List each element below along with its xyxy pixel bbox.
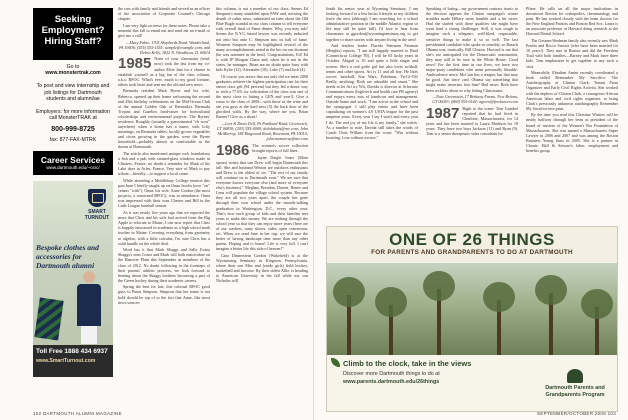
paragraph: Jayne Daigle Jones (Mom sports) writes that sun Drew will begin Dartmouth this fall. She and husband Weston are outdoors enthusiasts and Drew is the oldest of six. "The rest of our family will continue on to Dartmouth soon." We are sure that everyone knows everyone else (and more of everyone else's business)." Meghan, Brendan, Darren, Renee and Lena will populate the village school system. Because they are all two years apart, the couple has gone through their own school under the smooth-talking graduation in Washington, D.C., every other year. That's how each group of kids and their families met years to make this money. We are rushing through the school year so that they can enjoy more years (here are of our washers, rainy shows, sides, open concession, etc. When we send Jane in her trip, we will sure the better of having landscape time more than any other parent. Hoping and to home! Life is very full. I can't imagine a better life this side of heaven!" — [216, 154, 308, 252]
striped-tie-image — [34, 298, 63, 341]
leaf-icon — [331, 358, 340, 367]
fax-number: fax: 877-FAX-MTRK — [49, 136, 97, 143]
column-4 — [426, 6, 518, 222]
career-services-url[interactable]: www.dartmouth.edu/~csrc/ — [46, 165, 100, 171]
class-year-heading: 1986 — [216, 141, 250, 159]
paragraph: The Gessner/Stedman family also recently saw Mark Poulin and Rocco Sarsior (who have been married for 10 years!). They met in Boston and did the Freedom Trail with both families—Barney and Mark have three kids. Tom emphasizes to get together at any such a visit. — [526, 38, 618, 69]
sidebar-ads — [33, 8, 113, 406]
paragraph: Word has it that Mark Skaggs and Sally Evans Skaggs's sons Conor and Mark will both matriculate on the Hanover Plain this September as members of the class of 2012. No doubt following in the footsteps of their parents' athletic prowess, we look forward to hearing about the Skaggs brothers becoming a part of the Green hockey during their academic careers. — [118, 247, 210, 283]
paragraph: Spring the best for last, this colossal BFOC good guys to Brian Simpson. Simpson that her name is not bold should be top of to the fact that Anne, like most news sources — [118, 284, 210, 305]
class-year-heading: 1985 — [118, 55, 152, 73]
paragraph: Pfizer. He calls on all the major institutions in downtown Boston for orthopedics, rheumatology and pain. He has worked closely with the team doctors for the New England Patriots and Boston Red Sox. Laura is an associate professor at Harvard doing research at the Harvard Dental School. — [526, 6, 618, 37]
ad-subhead: FOR PARENTS AND GRANDPARENTS TO DO AT DARTMOUTH — [371, 249, 573, 256]
class-secretary-signature: —Nate Greenstein, 17 Brittany Farms, New Britain, CT 06053; (860) 555-0144; ngreen@freelancer.com — [432, 94, 518, 105]
parents-program-url[interactable]: www.parents.dartmouth.edu/26things — [343, 379, 440, 385]
employers-text: Employers: for more information call MonsterTRAK at — [36, 108, 110, 122]
class-secretary-signature: —Lori & Davis Dell, Pz Parkland Road, Greenwich, CT 06830; (203) 555-0000; dolnbdavis@me.com; John McMurray, 188 Ringwood Road, Rosemont, PA 19010; john.mcmurray@me.com — [216, 121, 308, 142]
page-folio-right: SEPTEMBER/OCTOBER 2008 103 — [537, 411, 616, 416]
paragraph: Gina Dinnerstein Gordon (Wakefield) is at the Wyomissing Seminary in Kingston, Pennsylvania, where their son Max and (ready girls) field hockey, basketball and lacrosse. By their oldest Allie, is heading to American University in the fall while my son Nicholas will — [216, 252, 308, 284]
paragraph: The article also mentioned antique rock foundations a fish and a pub with stained-glass windows made in Chartres, France; no doubt a reminder for Mark of his Lake days in Arles, France. Very nice of Mark to pay tribute—literally—to support a local cause. — [118, 151, 210, 177]
toll-free-number[interactable]: Toll Free 1888 434 6937 — [36, 348, 108, 356]
column-3 — [326, 6, 418, 222]
ad-header — [327, 227, 617, 263]
parents-program-logo — [539, 369, 611, 398]
discover-text: Discover more Dartmouth things to do at — [343, 371, 440, 377]
column-1 — [118, 6, 210, 410]
phone-number[interactable]: 800-999-8725 — [51, 125, 95, 133]
smart-turnout-url[interactable]: www.SmartTurnout.com — [36, 358, 96, 365]
paragraph: Bermuda resident Mark Byrne and his wife, Rebecca, opened up their home welcoming the second and 45th birthday celebrations on the Mid-Ocean Club at the annual Golden Oak of Bermuda's Bermuda Trojans and Gazebos fund-raiser for horticultural scholarships and environmental projects. The Byrnes' residence, Roughly (actually a guesstimated "eh wow" anywhere) when a home has a name, with lofty meanings, on Bermuda tables, locally grown vegetables and citrus growing in the garden, were the Byrne household—probably almost as comfortable as the dorms at Dartmouth. — [118, 88, 210, 150]
column-5 — [526, 6, 618, 222]
post-listings-text: To post and view internship and job listings for Dartmouth students and alumni/ae — [36, 83, 110, 103]
paragraph: the cars with family and friends and served as an officer of the association of Corporate Counsel's Chicago chapter. — [118, 6, 210, 22]
dartmouth-tree-icon — [567, 369, 583, 383]
monstertrak-link[interactable]: www.monstertrak.com — [45, 70, 101, 77]
class-year-heading: 1987 — [426, 104, 460, 122]
parents-program-logo-text: Dartmouth Parents and Grandparents Program — [545, 385, 605, 398]
smart-turnout-tagline: Bespoke clothes and accessories for Dartmouth alumni — [36, 243, 99, 271]
page-folio-left: 102 DARTMOUTH ALUMNI MAGAZINE — [33, 411, 122, 416]
paragraph: As it was nearly five years ago that we reported the news that Chris and his wife had arrived from the Big Apple to relocate to Maine, I can now report that Chris is happily ensconced in academia as a high school math teacher in Maine. Covering everything from geometry to algebra, with a little calculus, I'm sure Chris has a solid handle on the whole deal. — [118, 210, 210, 246]
climb-title: Climb to the clock, take in the views — [343, 359, 472, 368]
ad-headline: ONE OF 26 THINGS — [389, 230, 555, 249]
paragraph: finish his senior year at Wyoming Seminary. I am looking forward to a less hectic lifestyle as my children leave the nest (although I am searching for a school administrative position in the middle Atlantic region so life may still be quite full). I'd love to hear from classmates at ggordon@wyomingseminary.org to get together to share stories with anyone living in the area! — [326, 6, 418, 42]
campus-tower-photo — [327, 263, 618, 355]
model-figure-image — [73, 271, 105, 343]
smart-turnout-footer — [33, 345, 113, 377]
class-secretary-signature: —Mary Fabre, 1703 Shepherds Road, Wonderland, PA 19406; (555) 555-1555; sample@example.com, and Debra Kelly, 1822 N. Woodlawn, IL 60614 — [118, 39, 210, 55]
climb-text — [343, 371, 513, 386]
shield-icon — [88, 189, 106, 207]
monstertrak-ad-body — [33, 60, 113, 147]
smart-turnout-logo — [84, 189, 110, 221]
parents-program-ad[interactable] — [326, 226, 618, 412]
column-2 — [216, 6, 308, 410]
paragraph: The women's soccer collection brought reports of full lines. — [252, 142, 308, 154]
paragraph: While attending a Middlebury College reunion this past June I briefly caught up on Onna Jacobs (now "on" census "with"). Onna, his wife, Anne Gordon (the most projects, a renowned BFOC), was in attendance. Onna was impressed with their sons Chester and Bill in the Little League baseball season. — [118, 178, 210, 209]
smart-turnout-ad[interactable] — [33, 181, 113, 377]
paragraph: By the time you read this Christine Winters will be nearly halfway through her term as president of the board of trustees of the Women's Bar Foundation of Massachusetts. She was named a Massachusetts Super Lawyer in 2006 and 2007 and was among the Boston Business Young Stars in 2005. She is a partner in Choate, Hall & Stewart's labor, employment and benefits group. — [526, 112, 618, 154]
paragraph: Of course you notice that not only did we meet 2008 graduates achieve the highest participation rate for their senior class gift (94 percent) but they led a donor way to with a 77.6% for solicitation of the class was one of the most close to hitting a GEN and year!). Give a rouse to the class of 2008—with those in the wine and see you guys at the hard next (5) the back door of the glorified walls. By the way, where are you, Brian Barnes? Give us a shout! — [216, 73, 308, 120]
smart-turnout-logo-text: SMART TURNOUT — [84, 209, 110, 222]
ad-footer — [327, 355, 618, 412]
paragraph: Meanwhile, Ebrahim Amini recently coordinated a book called Remember My Sacrifice: The Autobiography of Clinton Clark, Tenant Farm Organizer and Early Civil Rights Activist. She worked with the nephew of Clinton Clark, a courageous African American labor and civil rights organizer, to bring Clark's previously unknown autobiography Remember My Sacrifice into print. — [526, 70, 618, 111]
monstertrak-ad-header[interactable] — [33, 8, 113, 60]
paragraph: None of your classmates (read: now) took the last from my co-author Elsie Jain for a chance to establish yourself as a big fan of the class column, a.k.a. BFOC. What's ever, much to my good fortune, others took heart and sent me the old and new news. — [118, 56, 210, 87]
paragraph: I am very light on news for these notes. Please take a moment this fall to email me and send me an e-mail or give me a call! — [118, 22, 210, 38]
paragraph: Speaking of losing—my government contract ironic to the election appears the Clinton campaign's winter troubles made Hillary more humble and a bit wiser. Had she started with these qualities she might have went hard a strong challenger. Still, it was tough to imagine such a telegenic, well-liked, respectable, sensitive things to make it so so well. The last presidential candidate who spoke so sensibly, so Barack Obama was, ironically, Bill Clinton. Harvard is rue that she's too anticipated for the Democratic nomination, they may still to be sure in the White House. Good news! For the first time in our lives, we have two major-party candidates who seem personally likeable. Ambivalence news: McCain has a temper, but that may be good. Just since can't Obama say something that might make terrorists fear him? Bad news: Both have been reckless about so why letting Clintonians. — [426, 6, 518, 93]
seeking-employment-text: Seeking Employment? Hiring Staff? — [41, 14, 105, 47]
career-services-title: Career Services — [40, 155, 106, 166]
paragraph: And fearless leader Davida Sherman Fairman (Heights) reports, "I am still happily married to Brad (Connecticut College '85). I will be 65 lucky years in October. Abigail is 10 and quite a little singer and actress. She's a real girlie girl but also loves softball, tennis and other sports. Ari is 11 and all boy. He likes soccer, baseball, Star Wars, Pokémon, Yu-Gi-Oh! Really, anything. Both are adorable and smart." She needs to let Ari try Wii, Davida is director at Schwartz Communications (high-tech and health care PR agency) and enjoys every mix of hands-on and management. Outside home and work, "I am active in the school and the synagogue. I still play tennis and have been capitalizing on women's 4.0 USTA league for the past umpteen years. Every year I say I won't and every year I do. The real joy of my life is my family," she writes. As a number to note, Davida still takes the words of Coach Chris Wilkins from the court: "Win without boasting. Lose without excuse." — [326, 43, 418, 140]
career-services-ad[interactable] — [33, 151, 113, 175]
paragraph: Right to the scene: Tom Gumbel reported that he had lived in Charlotte, Massachusetts, for 14 years and has been married to Laura Madison for 18 years. They have two boys Jackson (11) and Ryan (9). Tom is a senior therapeutic sales consultant for — [426, 105, 518, 137]
go-to-text: Go to — [66, 64, 80, 70]
paragraph: this column, is not a member of our class. Seems Ed Simpson's many stumbled upon PAW and, noticing the dearth of cabin news, submitted an item about the Old Blue Bugle scandal in our class column to tell everyone with overall final of Fame dinner. Why, you may ask? Seems the N.Y.C.-based lawyer was recently inducted not onto but onto C. Simpson into its hall of fame. Womens Simpson may be highlighted several of the many accomplishments noted in the bio on our dormant (he was nominee in the best). Congratulations, Ed! Ed is with JP Morgan Chase and, when he is not in the states, he manages. Brian are no doubt quite busy with kids Kylie (12), Alexander (10), Luke (7) and Jack (4). — [216, 6, 308, 73]
right-page — [314, 0, 628, 420]
